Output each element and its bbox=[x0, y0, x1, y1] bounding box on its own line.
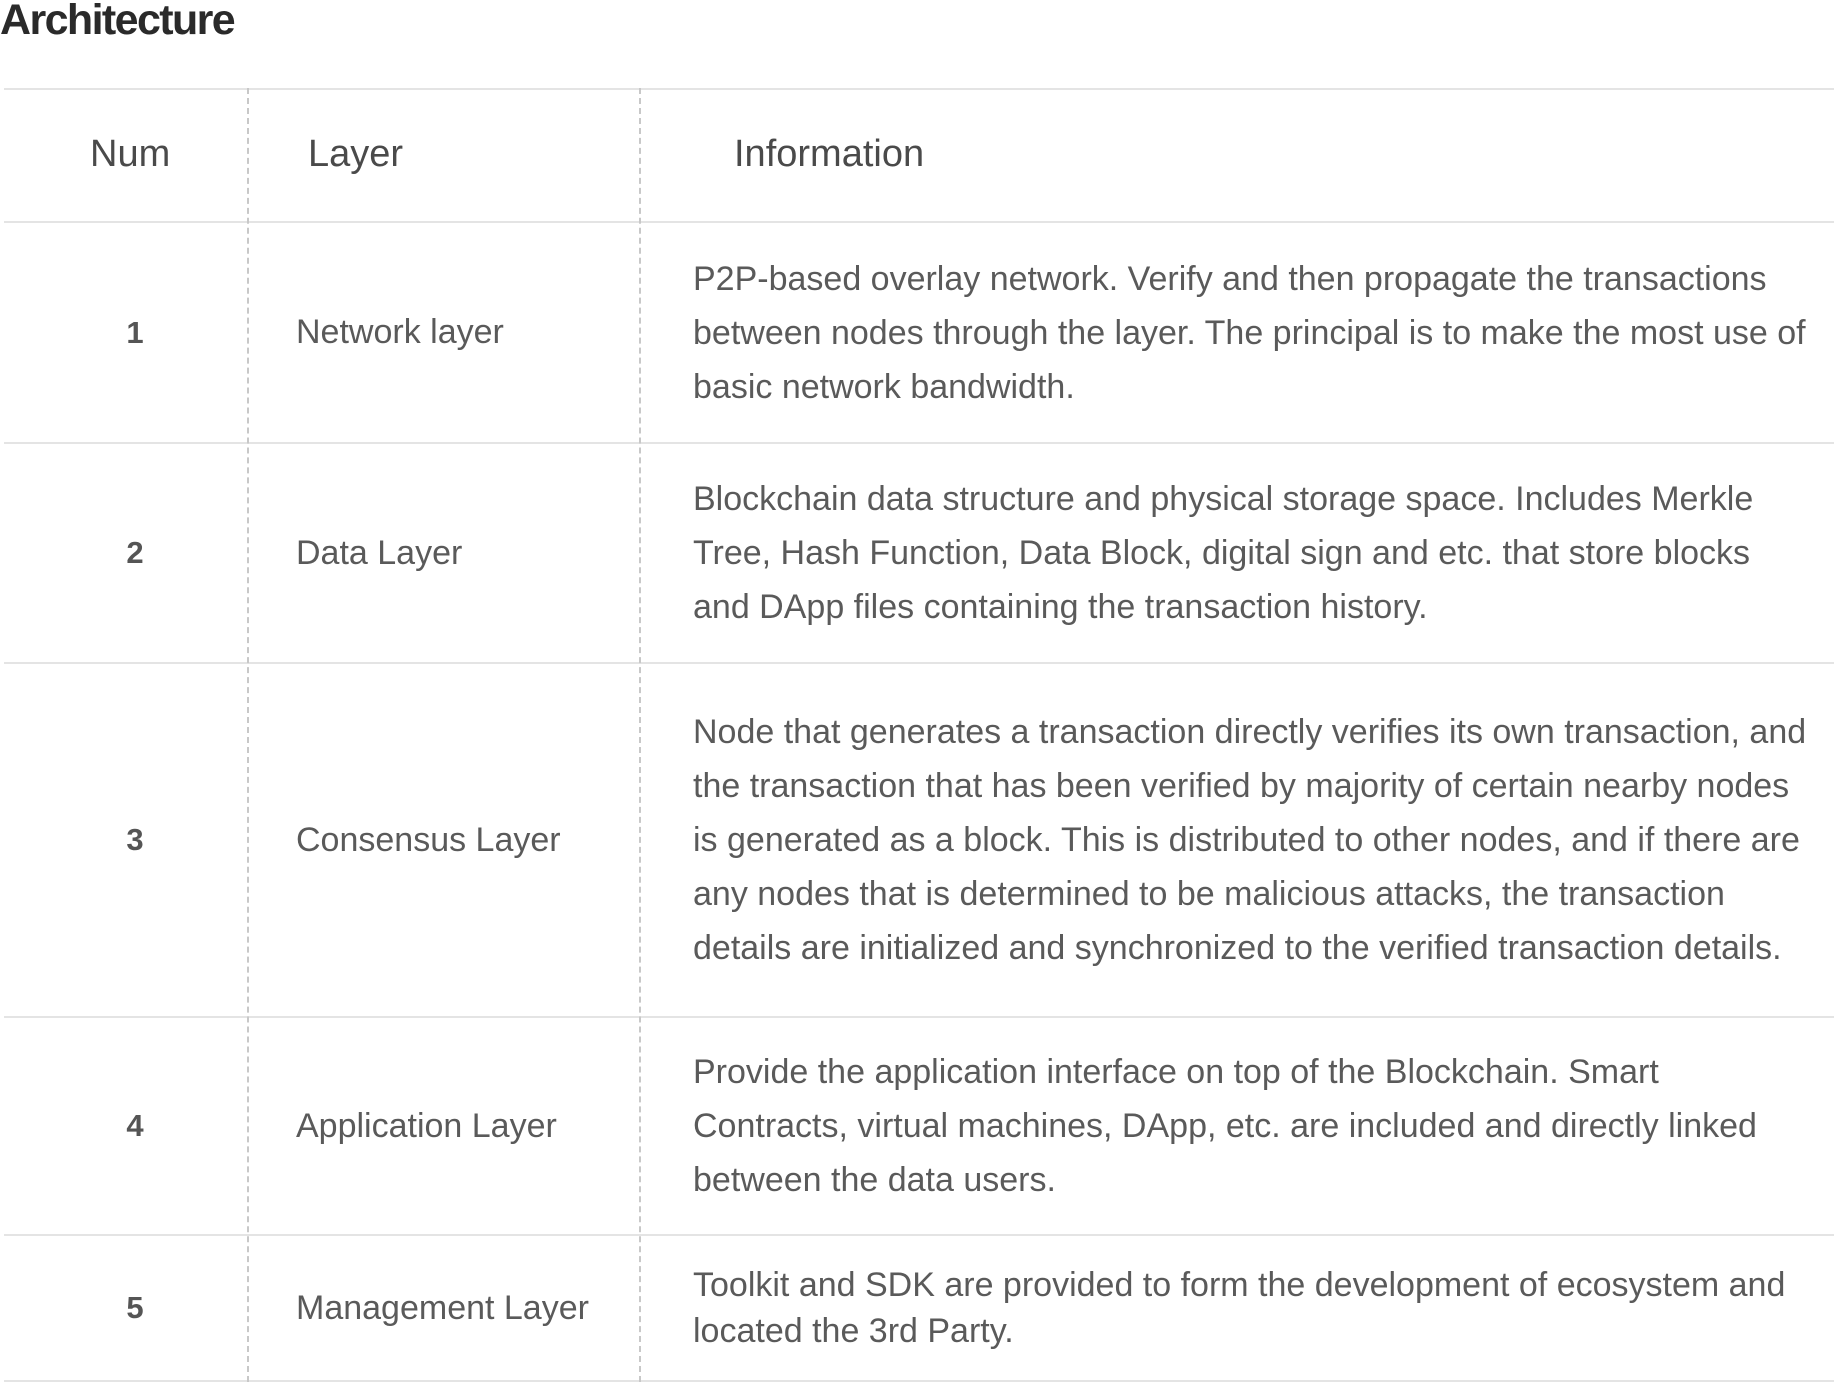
row-num: 1 bbox=[126, 314, 144, 350]
row-information: Toolkit and SDK are provided to form the development of ecosystem and located the 3rd Party. bbox=[693, 1266, 1786, 1350]
row-num: 4 bbox=[126, 1108, 144, 1143]
row-information: Provide the application interface on top of the Blockchain. Smart Contracts, virtual machines, DApp, etc. are included and directly linked between the data users. bbox=[693, 1053, 1757, 1199]
row-num: 2 bbox=[126, 535, 144, 570]
row-num: 3 bbox=[126, 822, 144, 857]
row-layer: Application Layer bbox=[296, 1106, 557, 1145]
row-information: P2P-based overlay network. Verify and then propagate the transactions between nodes through the layer. The principal is to make the most use of basic network bandwidth. bbox=[693, 259, 1806, 406]
row-layer: Consensus Layer bbox=[296, 820, 561, 859]
row-information: Node that generates a transaction directly verifies its own transaction, and the transaction that has been verified by majority of certain nearby nodes is generated as a block. This is distributed to other nodes, and if there are any nodes that is determined to be malicious attacks, the transaction details are initialized and synchronized to the verified transaction details. bbox=[693, 713, 1807, 967]
row-information: Blockchain data structure and physical storage space. Includes Merkle Tree, Hash Function, Data Block, digital sign and etc. that store blocks and DApp files containing the transaction history. bbox=[693, 480, 1754, 626]
row-num: 5 bbox=[126, 1290, 144, 1325]
row-layer: Management Layer bbox=[296, 1288, 589, 1327]
column-separator bbox=[639, 88, 641, 1382]
row-layer: Data Layer bbox=[296, 533, 463, 572]
header-information: Information bbox=[734, 133, 925, 175]
header-num: Num bbox=[90, 133, 171, 175]
table-bottom-rule bbox=[4, 1380, 1834, 1382]
row-layer: Network layer bbox=[296, 313, 504, 351]
header-layer: Layer bbox=[308, 133, 404, 175]
page-title: Architecture bbox=[0, 0, 235, 44]
